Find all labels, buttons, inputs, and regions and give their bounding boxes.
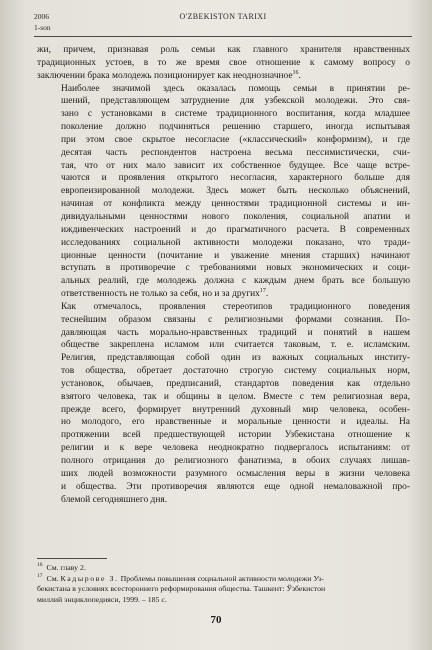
text-line: обществе закреплена исламом или считается таковым, т. е. исламским. [61,340,410,351]
trailing-punctuation: . [265,289,269,300]
trailing-punctuation: . [298,70,301,81]
text-line: жи, причем, признавая роль семьи как главного хранителя нравственных [37,45,410,55]
text-line: начиная от конфликта между ценностями традиционной системы и ин- [61,199,410,210]
paragraph [37,83,410,301]
footnotes [37,563,410,605]
text-line: взятого человека, так и общины в целом. Вместе с тем религиозная вера, [61,391,410,402]
text-line: при этом свое скрытое несогласие («классический» конформизм), и где [61,134,410,145]
footnote-text: бекистана в условиях всестороннего реформирования общества. Ташкент: Ўзбекистон [37,584,326,593]
text-line: чаются и проявления открытого несогласия, характерного больше для [61,173,410,184]
footnote [37,574,410,606]
text-line: Религия, представляющая собой один из важных социальных институ- [61,353,410,364]
text-line: заключении брака молодежь позиционирует как неоднозначное$^{16}$. [37,69,301,81]
paragraph [37,301,410,507]
header-year: 2006 [34,12,49,21]
text-line: протяжении всей предшествующей истории Узбекистана отношение к [61,430,410,441]
text-line: Как отмечалось, проявления стереотипов традиционного поведения [61,301,410,312]
text-line: тов общества, обретает достаточно строгую систему социальных норм, [61,366,410,377]
text-line: Наиболее значимой здесь оказалась помощь семьи в принятии ре- [61,83,410,94]
text-line: шений, представляющем затруднение для узбекской молодежи. Это свя- [61,96,410,107]
text-line: ших людей возможности разумного осмысления веры в жизни человека [61,468,410,479]
footnote-ref[interactable]: 16 [292,69,299,76]
text-line: иждивенческих настроений и до прагматичного расчета. В современных [61,224,410,235]
text-line: поколение должно подчиняться решению старшего, иногда испытывая [61,122,410,133]
text-line: европеизированной молодежи. Здесь может быть несколько объяснений, [61,186,410,197]
text-line: тая, что от них мало зависит их собственное будущее. Все чаще встре- [61,160,410,171]
footnote-separator [37,558,107,559]
text-line: ционные ценности (почитание и уважение мнения старших) начинают [61,250,410,261]
text-line: и общества. Эти противоречия являются еще одной немаловажной про- [61,481,410,492]
text-line: десятая часть респондентов настроена весьма пессимистически, счи- [61,147,410,158]
footnote-text: миллий энциклопедияси, 1999. – 185 с. [37,594,167,604]
text-line: исследованиях социальной активности молодежи показано, что тради- [61,237,410,248]
body-text [37,44,410,506]
text-line: дивидуальными ценностями нового поколения, социальной апатии и [61,211,410,222]
footnote-number: 16 [37,562,43,569]
footnote-author: Кадырове З. [60,573,119,583]
text-line: вступать в противоречие с требованиями новых экономических и соци- [61,263,410,274]
text-line: но молодого, его нравственные и моральные ценности и идеалы. На [61,417,410,428]
text-line: полного отрицания до религиозного фанатизма, в обоих случаях лишав- [61,456,410,466]
text-line: теснейшим образом связаны с религиозными формами сознания. По- [61,314,410,325]
footnote-lead: См. [46,573,59,583]
text-line: прежде всего, формирует внутренний духовный мир человека, особен- [61,404,410,415]
text-line: альных реалий, где молодежь должна с каждым днем брать все большую [61,276,410,287]
text-line: давляющая часть морально-нравственных традиций и понятий в нашем [61,327,410,338]
footnote-ref[interactable]: 17 [259,287,266,294]
text-line: традиционных устоев, в то же время свое отношение к самому вопросу о [37,57,410,68]
running-header [34,12,412,38]
header-journal-title: O'ZBEKISTON TARIXI [179,12,267,21]
text-line: ответственность не только за себя, но и за других$^{17}$. [61,287,269,300]
footnote-text: Проблемы повышения социальной активности молодежи Уз- [120,573,324,583]
text-line: религии и к вере человека неоднократно подвергалось испытаниям: от [61,443,410,454]
header-rule [34,36,412,37]
text-line: зано с установками в системе традиционного воспитания, когда младшее [61,109,410,120]
page-number: 70 [210,614,222,626]
text-line: блемой сегодняшнего дня. [61,494,168,505]
footnote [37,563,410,574]
footnote-number: 17 [37,572,43,579]
footnote-text: См. главу 2. [46,563,86,572]
paragraph [37,44,410,83]
text-line: установок, обычаев, предписаний, стандартов поведения как отдельно [61,378,410,389]
header-issue: 1-son [34,23,51,32]
